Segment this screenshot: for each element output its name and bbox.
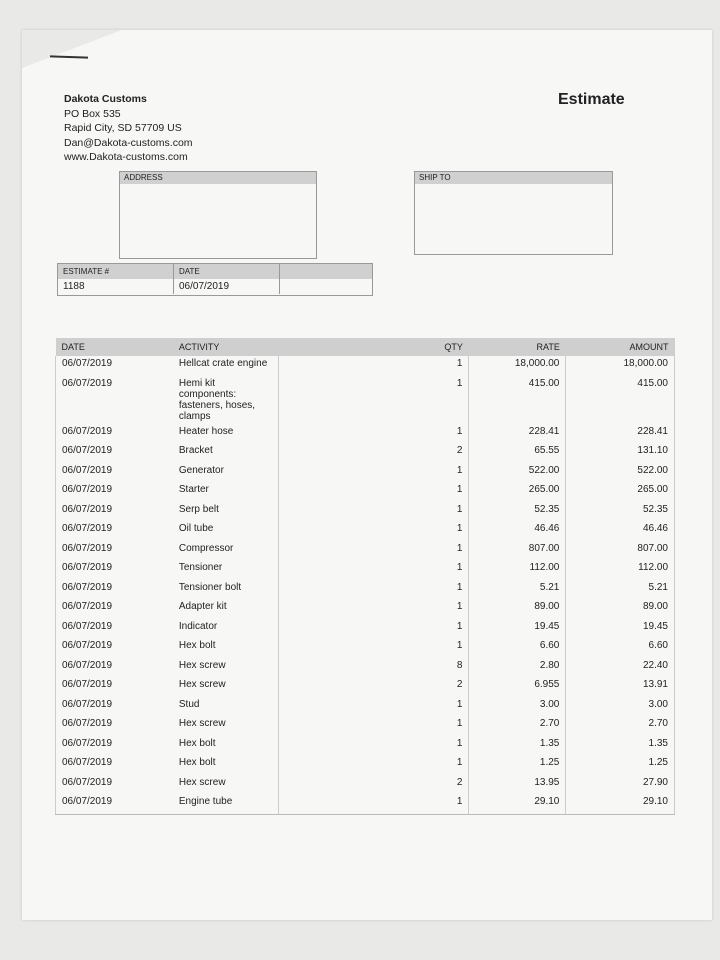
row-activity: Hex screw xyxy=(173,775,279,795)
estimate-date: 06/07/2019 xyxy=(174,279,280,294)
row-amount: 131.10 xyxy=(566,443,675,463)
row-date: 06/07/2019 xyxy=(56,376,173,424)
row-amount: 3.00 xyxy=(566,697,675,717)
folded-corner xyxy=(22,30,122,68)
row-rate: 1.25 xyxy=(469,755,566,775)
header-amount: AMOUNT xyxy=(566,338,675,356)
row-amount: 2.70 xyxy=(566,716,675,736)
row-qty: 1 xyxy=(456,425,463,437)
row-date: 06/07/2019 xyxy=(56,482,173,502)
row-date: 06/07/2019 xyxy=(56,502,173,522)
table-row xyxy=(56,521,675,541)
row-date: 06/07/2019 xyxy=(56,580,173,600)
row-rate: 13.95 xyxy=(469,775,566,795)
document-title: Estimate xyxy=(558,91,625,108)
table-row xyxy=(56,794,675,814)
row-activity: Stud xyxy=(173,697,279,717)
row-rate: 522.00 xyxy=(469,463,566,483)
row-date: 06/07/2019 xyxy=(56,736,173,756)
row-activity: Adapter kit xyxy=(173,599,279,619)
table-row xyxy=(56,560,675,580)
row-date: 06/07/2019 xyxy=(56,716,173,736)
row-qty: 1 xyxy=(456,562,463,573)
table-row xyxy=(56,424,675,444)
row-amount: 27.90 xyxy=(566,775,675,795)
header-rate: RATE xyxy=(469,338,566,356)
row-date: 06/07/2019 xyxy=(56,463,173,483)
table-row xyxy=(56,677,675,697)
address-label: ADDRESS xyxy=(120,172,316,184)
row-amount: 13.91 xyxy=(566,677,675,697)
estimate-info-box xyxy=(57,263,373,296)
row-activity: Hex bolt xyxy=(173,736,279,756)
row-qty: 1 xyxy=(456,698,463,710)
table-row xyxy=(56,638,675,658)
table-row xyxy=(56,502,675,522)
company-address-line2: Rapid City, SD 57709 US xyxy=(64,122,182,134)
row-amount: 415.00 xyxy=(566,376,675,424)
row-rate: 6.955 xyxy=(469,677,566,697)
row-activity: Oil tube xyxy=(173,521,279,541)
row-activity: Heater hose xyxy=(173,424,279,444)
table-row xyxy=(56,482,675,502)
table-row xyxy=(56,599,675,619)
table-row xyxy=(56,697,675,717)
row-activity: Indicator xyxy=(173,619,279,639)
row-activity: Generator xyxy=(173,463,279,483)
row-activity: Tensioner bolt xyxy=(173,580,279,600)
row-qty: 1 xyxy=(456,620,463,632)
row-qty: 1 xyxy=(456,503,463,515)
line-items-table xyxy=(55,338,675,815)
estimate-date-label: DATE xyxy=(174,264,280,279)
header-qty: QTY xyxy=(279,338,469,356)
header-activity: ACTIVITY xyxy=(173,338,279,356)
row-rate: 1.35 xyxy=(469,736,566,756)
row-date: 06/07/2019 xyxy=(56,794,173,814)
row-amount: 112.00 xyxy=(566,560,675,580)
row-activity: Tensioner xyxy=(173,560,279,580)
row-amount: 22.40 xyxy=(566,658,675,678)
row-activity: Hex bolt xyxy=(173,755,279,775)
row-activity: Hemi kit components: fasteners, hoses, clamps xyxy=(173,376,279,424)
row-date: 06/07/2019 xyxy=(56,697,173,717)
row-qty: 2 xyxy=(456,679,463,690)
table-row xyxy=(56,619,675,639)
row-amount: 1.35 xyxy=(566,736,675,756)
company-address-line1: PO Box 535 xyxy=(64,107,121,120)
row-rate: 18,000.00 xyxy=(469,356,566,376)
row-rate: 5.21 xyxy=(469,580,566,600)
table-row xyxy=(56,541,675,561)
ship-to-label: SHIP TO xyxy=(415,172,612,184)
row-qty: 1 xyxy=(456,464,463,476)
row-qty: 1 xyxy=(456,484,463,495)
row-qty: 1 xyxy=(456,757,463,768)
row-amount: 522.00 xyxy=(566,463,675,483)
row-rate: 2.70 xyxy=(469,716,566,736)
row-rate: 228.41 xyxy=(469,424,566,444)
header-date: DATE xyxy=(56,338,173,356)
row-qty: 1 xyxy=(279,794,469,814)
row-amount: 29.10 xyxy=(566,794,675,814)
row-date: 06/07/2019 xyxy=(56,658,173,678)
table-row xyxy=(56,580,675,600)
table-row xyxy=(56,658,675,678)
row-amount: 265.00 xyxy=(566,482,675,502)
row-activity: Hex screw xyxy=(173,658,279,678)
row-amount: 5.21 xyxy=(566,580,675,600)
row-rate: 3.00 xyxy=(469,697,566,717)
table-row xyxy=(56,736,675,756)
row-date: 06/07/2019 xyxy=(56,521,173,541)
row-activity: Engine tube xyxy=(173,794,279,814)
row-qty: 1 xyxy=(456,601,463,612)
row-date: 06/07/2019 xyxy=(56,599,173,619)
row-amount: 807.00 xyxy=(566,541,675,561)
estimate-number: 1188 xyxy=(58,279,174,294)
table-header-row xyxy=(56,338,675,356)
row-qty: 1 xyxy=(456,581,463,593)
row-qty: 1 xyxy=(456,358,463,369)
company-website: www.Dakota-customs.com xyxy=(64,151,188,163)
row-amount: 89.00 xyxy=(566,599,675,619)
row-date: 06/07/2019 xyxy=(56,619,173,639)
table-row xyxy=(56,463,675,483)
estimate-number-label: ESTIMATE # xyxy=(58,264,174,279)
row-qty: 1 xyxy=(456,542,463,554)
row-date: 06/07/2019 xyxy=(56,443,173,463)
company-info xyxy=(64,92,193,165)
row-rate: 2.80 xyxy=(469,658,566,678)
table-row xyxy=(56,755,675,775)
row-rate: 46.46 xyxy=(469,521,566,541)
row-rate: 415.00 xyxy=(469,376,566,424)
row-rate: 29.10 xyxy=(469,794,566,814)
table-row xyxy=(56,716,675,736)
row-date: 06/07/2019 xyxy=(56,560,173,580)
row-qty: 2 xyxy=(456,776,463,788)
ship-to-box xyxy=(414,171,613,255)
row-rate: 265.00 xyxy=(469,482,566,502)
row-activity: Hex screw xyxy=(173,716,279,736)
row-qty: 8 xyxy=(456,659,463,671)
row-date: 06/07/2019 xyxy=(56,424,173,444)
row-qty: 2 xyxy=(456,445,463,456)
row-activity: Starter xyxy=(173,482,279,502)
row-activity: Serp belt xyxy=(173,502,279,522)
address-box xyxy=(119,171,317,259)
row-amount: 52.35 xyxy=(566,502,675,522)
row-rate: 52.35 xyxy=(469,502,566,522)
row-qty: 1 xyxy=(456,718,463,729)
row-rate: 6.60 xyxy=(469,638,566,658)
row-rate: 65.55 xyxy=(469,443,566,463)
table-row xyxy=(56,376,675,424)
row-qty: 1 xyxy=(456,377,463,389)
row-date: 06/07/2019 xyxy=(56,356,173,376)
row-rate: 112.00 xyxy=(469,560,566,580)
row-date: 06/07/2019 xyxy=(56,677,173,697)
row-date: 06/07/2019 xyxy=(56,775,173,795)
row-date: 06/07/2019 xyxy=(56,541,173,561)
table-row xyxy=(56,775,675,795)
row-date: 06/07/2019 xyxy=(56,755,173,775)
table-row xyxy=(56,443,675,463)
row-amount: 6.60 xyxy=(566,638,675,658)
row-amount: 18,000.00 xyxy=(566,356,675,376)
row-rate: 19.45 xyxy=(469,619,566,639)
row-qty: 1 xyxy=(456,640,463,651)
company-email: Dan@Dakota-customs.com xyxy=(64,136,193,149)
company-name: Dakota Customs xyxy=(64,93,147,105)
row-qty: 1 xyxy=(456,737,463,749)
row-qty: 1 xyxy=(456,523,463,534)
row-rate: 89.00 xyxy=(469,599,566,619)
table-row xyxy=(56,356,675,376)
row-amount: 228.41 xyxy=(566,424,675,444)
row-activity: Hex screw xyxy=(173,677,279,697)
row-activity: Bracket xyxy=(173,443,279,463)
row-amount: 1.25 xyxy=(566,755,675,775)
row-activity: Hellcat crate engine xyxy=(173,356,279,376)
row-activity: Compressor xyxy=(173,541,279,561)
row-date: 06/07/2019 xyxy=(56,638,173,658)
row-amount: 19.45 xyxy=(566,619,675,639)
row-activity: Hex bolt xyxy=(173,638,279,658)
row-rate: 807.00 xyxy=(469,541,566,561)
row-amount: 46.46 xyxy=(566,521,675,541)
